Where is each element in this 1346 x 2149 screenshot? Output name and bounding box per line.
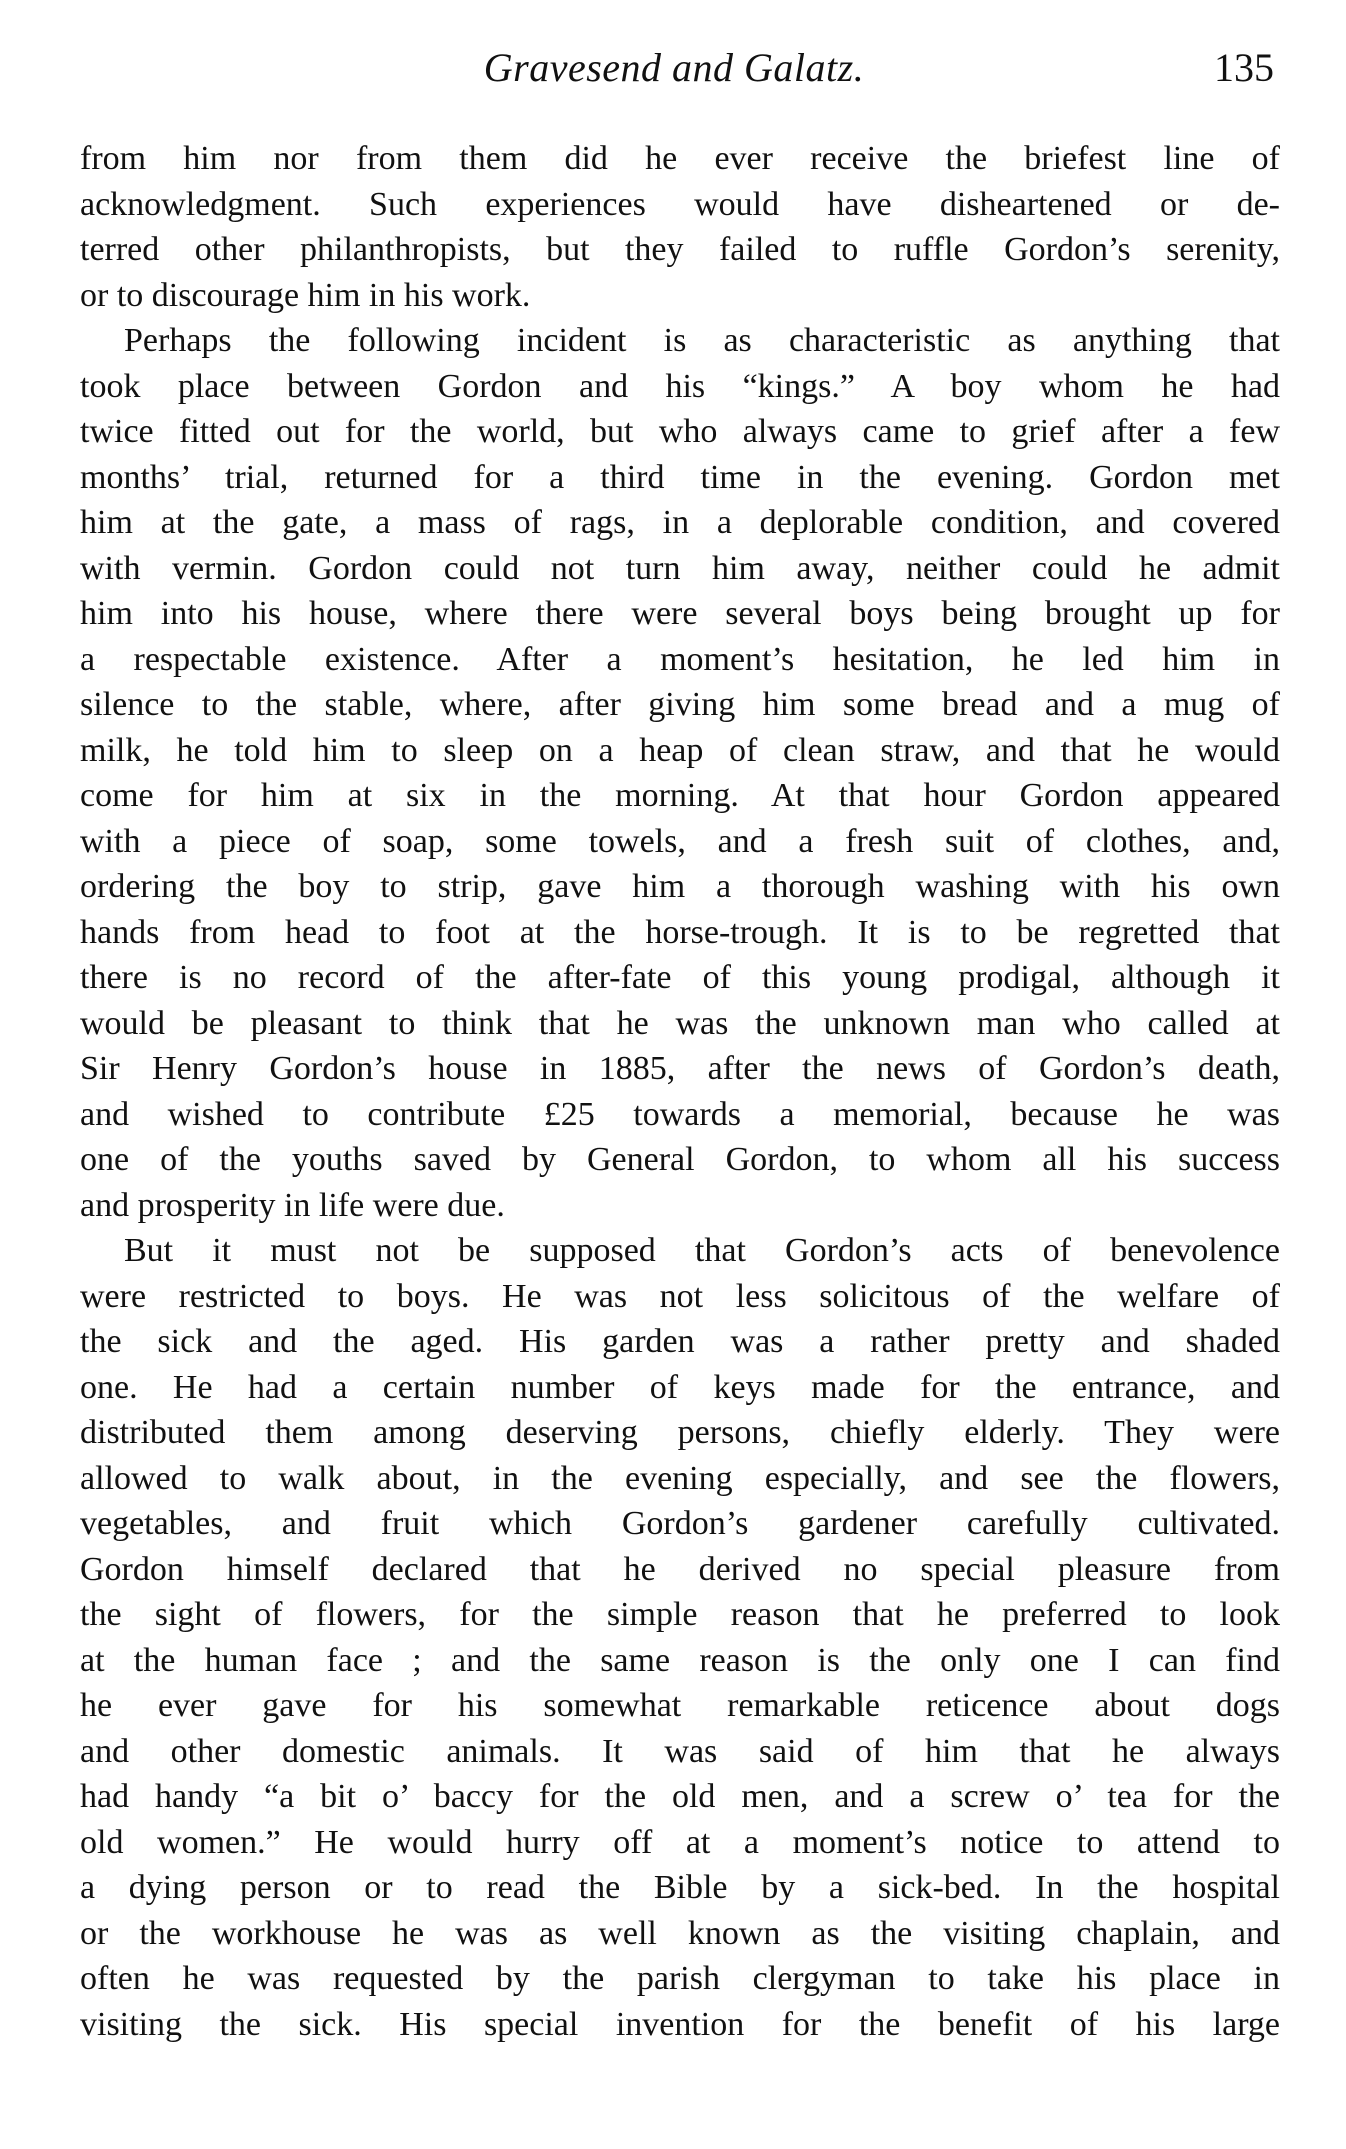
text-line [80, 182, 1280, 228]
text-line-content: with vermin. Gordon could not turn him away, neither could he admit [80, 549, 1280, 587]
running-title: Gravesend and Galatz. [483, 45, 865, 90]
paragraph [80, 136, 1280, 318]
text-line-content: old women.” He would hurry off at a moment’s notice to attend to [80, 1823, 1280, 1861]
text-line [80, 546, 1280, 592]
text-line [80, 1865, 1280, 1911]
text-line-content: often he was requested by the parish clergyman to take his place in [80, 1960, 1280, 1997]
text-line-content: visiting the sick. His special invention for the benefit of his large [80, 2005, 1280, 2043]
text-line [80, 910, 1280, 956]
text-line-content: Gordon himself declared that he derived no special pleasure from [80, 1550, 1280, 1588]
text-line [80, 1501, 1280, 1547]
text-line-content: there is no record of the after-fate of this young prodigal, although it [80, 959, 1280, 996]
text-line [80, 1911, 1280, 1957]
text-line-content: the sight of flowers, for the simple reason that he preferred to look [80, 1596, 1280, 1633]
text-line [80, 364, 1280, 410]
text-line [80, 1183, 1280, 1229]
text-line-content: took place between Gordon and his “kings.” A boy whom he had [80, 367, 1280, 405]
text-line-content: milk, he told him to sleep on a heap of clean straw, and that he would [80, 731, 1280, 769]
text-line-content: vegetables, and fruit which Gordon’s gardener carefully cultivated. [80, 1505, 1280, 1542]
text-line [80, 1365, 1280, 1411]
text-line [80, 1228, 1280, 1274]
paragraph [80, 318, 1280, 1228]
text-line-content: and prosperity in life were due. [80, 1186, 505, 1224]
text-line-content: allowed to walk about, in the evening especially, and see the flowers, [80, 1459, 1280, 1497]
text-line-content: silence to the stable, where, after giving him some bread and a mug of [80, 686, 1280, 723]
text-line-content: him at the gate, a mass of rags, in a deplorable condition, and covered [80, 504, 1280, 541]
text-line-content: and wished to contribute £25 towards a memorial, because he was [80, 1095, 1280, 1133]
text-line-content: or the workhouse he was as well known as the visiting chaplain, and [80, 1914, 1280, 1952]
text-line-content: distributed them among deserving persons, chiefly elderly. They were [80, 1414, 1280, 1451]
text-line [80, 1729, 1280, 1775]
text-line-content: one of the youths saved by General Gordon, to whom all his success [80, 1141, 1280, 1178]
text-line-content: would be pleasant to think that he was the unknown man who called at [80, 1004, 1280, 1042]
text-line [80, 1410, 1280, 1456]
text-line [80, 1547, 1280, 1593]
text-line-content: he ever gave for his somewhat remarkable reticence about dogs [80, 1687, 1280, 1724]
text-line-content: were restricted to boys. He was not less solicitous of the welfare of [80, 1277, 1280, 1315]
text-line-content: Sir Henry Gordon’s house in 1885, after the news of Gordon’s death, [80, 1050, 1280, 1087]
text-line [80, 1046, 1280, 1092]
page-number: 135 [1214, 45, 1274, 90]
text-line [80, 819, 1280, 865]
text-line-content: had handy “a bit o’ baccy for the old men, and a screw o’ tea for the [80, 1778, 1280, 1815]
text-line [80, 1456, 1280, 1502]
text-line-content: terred other philanthropists, but they failed to ruffle Gordon’s serenity, [80, 231, 1280, 268]
text-line [80, 1092, 1280, 1138]
text-line [80, 500, 1280, 546]
text-line-content: at the human face ; and the same reason is the only one I can find [80, 1641, 1280, 1679]
text-line [80, 955, 1280, 1001]
text-line-content: and other domestic animals. It was said of him that he always [80, 1732, 1280, 1770]
text-line-content: from him nor from them did he ever receive the briefest line of [80, 140, 1280, 177]
text-line [80, 136, 1280, 182]
text-line [80, 273, 1280, 319]
text-line-content: a dying person or to read the Bible by a sick-bed. In the hospital [80, 1869, 1280, 1906]
text-line-content: or to discourage him in his work. [80, 276, 531, 314]
text-line [80, 864, 1280, 910]
text-line [80, 1820, 1280, 1866]
text-line [80, 1956, 1280, 2002]
running-header [74, 44, 1274, 94]
text-line [80, 1137, 1280, 1183]
text-line-content: hands from head to foot at the horse-trough. It is to be regretted that [80, 913, 1280, 951]
paragraph [80, 1228, 1280, 2047]
text-line-content: come for him at six in the morning. At that hour Gordon appeared [80, 777, 1280, 814]
text-line [80, 773, 1280, 819]
text-line-content: But it must not be supposed that Gordon’s acts of benevolence [124, 1232, 1280, 1269]
text-line-content: him into his house, where there were several boys being brought up for [80, 595, 1280, 632]
text-line [80, 1319, 1280, 1365]
text-line [80, 1638, 1280, 1684]
text-line-content: with a piece of soap, some towels, and a fresh suit of clothes, and, [80, 822, 1280, 860]
text-line-content: months’ trial, returned for a third time in the evening. Gordon met [80, 458, 1280, 496]
text-line-content: a respectable existence. After a moment’s hesitation, he led him in [80, 640, 1280, 678]
text-line-content: Perhaps the following incident is as characteristic as anything that [124, 322, 1280, 359]
text-line [80, 227, 1280, 273]
text-line-content: one. He had a certain number of keys made for the entrance, and [80, 1368, 1280, 1406]
text-line [80, 591, 1280, 637]
text-line [80, 1592, 1280, 1638]
body-text [80, 136, 1280, 2047]
text-line [80, 455, 1280, 501]
text-line [80, 637, 1280, 683]
text-line [80, 1683, 1280, 1729]
text-line-content: acknowledgment. Such experiences would have disheartened or de- [80, 185, 1280, 223]
text-line [80, 2002, 1280, 2048]
text-line-content: the sick and the aged. His garden was a rather pretty and shaded [80, 1323, 1280, 1360]
text-line [80, 409, 1280, 455]
text-line-content: ordering the boy to strip, gave him a thorough washing with his own [80, 868, 1280, 905]
text-line [80, 1001, 1280, 1047]
text-line [80, 682, 1280, 728]
text-line [80, 1774, 1280, 1820]
text-line [80, 1274, 1280, 1320]
text-line [80, 728, 1280, 774]
text-line-content: twice fitted out for the world, but who always came to grief after a few [80, 413, 1280, 450]
text-line [80, 318, 1280, 364]
